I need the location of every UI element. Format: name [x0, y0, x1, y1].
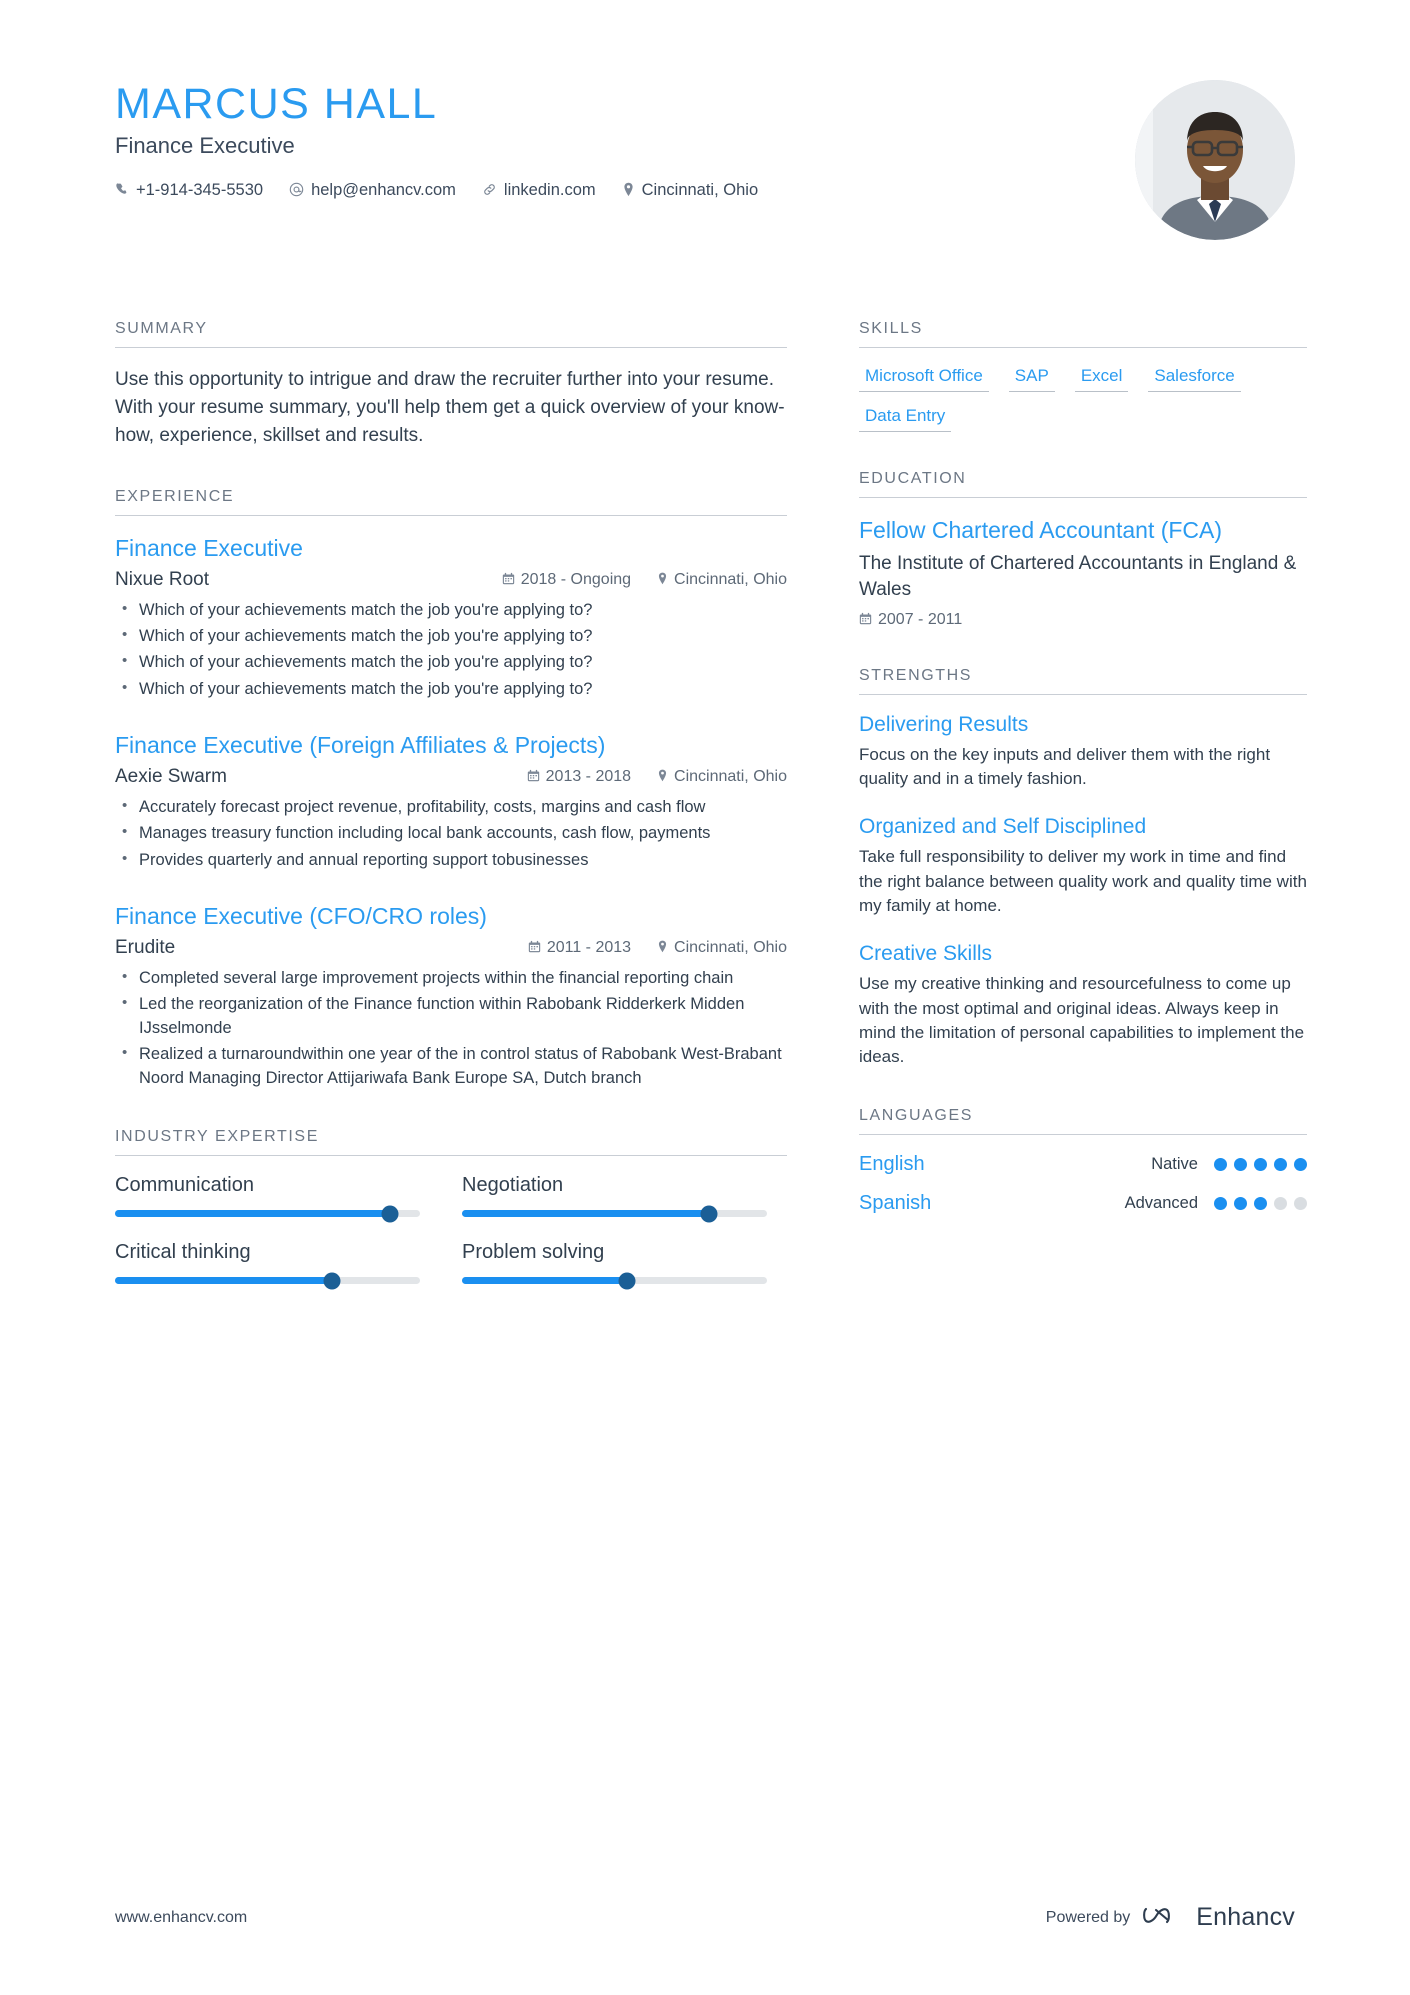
experience-dates-text: 2018 - Ongoing: [520, 570, 632, 588]
header-job-title: Finance Executive: [115, 133, 295, 159]
right-column: [859, 320, 1307, 1322]
strength-item: [859, 942, 1307, 1069]
section-strengths: [859, 667, 1307, 1070]
skill-meter-track[interactable]: [115, 1210, 420, 1217]
rating-dot: [1214, 1158, 1227, 1171]
skill-meter: [115, 1174, 420, 1217]
experience-heading: EXPERIENCE: [115, 488, 787, 516]
skill-meter-track[interactable]: [115, 1277, 420, 1284]
skill-meter: [462, 1174, 767, 1217]
contact-email-text: help@enhancv.com: [311, 181, 456, 200]
education-dates: [859, 611, 1307, 629]
rating-dot: [1294, 1158, 1307, 1171]
strengths-heading: STRENGTHS: [859, 667, 1307, 695]
language-level: Advanced: [1124, 1194, 1198, 1213]
skill-meter-fill: [462, 1277, 627, 1284]
language-item: [859, 1153, 1307, 1176]
left-column: [115, 320, 787, 1322]
contact-phone[interactable]: [115, 181, 263, 200]
experience-location: [657, 768, 787, 786]
page-footer: [115, 1902, 1295, 1933]
location-icon: [657, 572, 668, 588]
experience-bullets: [115, 599, 787, 702]
experience-meta: [115, 569, 787, 591]
experience-dates: [527, 768, 631, 786]
education-dates-text: 2007 - 2011: [878, 610, 963, 628]
summary-heading: SUMMARY: [115, 320, 787, 348]
strength-item: [859, 815, 1307, 918]
skill-tag[interactable]: Excel: [1075, 366, 1129, 392]
list-item: • Which of your achievements match the job you're applying to?: [137, 599, 787, 622]
experience-dates: [502, 571, 631, 589]
list-item: • Which of your achievements match the job you're applying to?: [137, 678, 787, 701]
skill-meter-label: Critical thinking: [115, 1241, 251, 1264]
skill-meter-fill: [115, 1210, 390, 1217]
section-industry-expertise: [115, 1128, 787, 1284]
industry-expertise-grid: [115, 1174, 787, 1284]
experience-location: [657, 939, 787, 957]
rating-dot: [1234, 1197, 1247, 1210]
resume-content: [115, 80, 1307, 1322]
skill-meter-label: Communication: [115, 1174, 254, 1197]
skill-tag[interactable]: Microsoft Office: [859, 366, 989, 392]
experience-item: [115, 902, 787, 1090]
contact-location[interactable]: [622, 181, 758, 200]
list-item: • Led the reorganization of the Finance function within Rabobank Ridderkerk Midden IJsselmonde: [137, 993, 787, 1040]
language-item: [859, 1192, 1307, 1215]
industry-expertise-heading: INDUSTRY EXPERTISE: [115, 1128, 787, 1156]
experience-meta: [115, 937, 787, 959]
experience-company: Nixue Root: [115, 568, 209, 590]
rating-dot: [1234, 1158, 1247, 1171]
contact-location-text: Cincinnati, Ohio: [641, 181, 759, 200]
experience-dates-text: 2013 - 2018: [545, 767, 632, 785]
skill-meter-knob[interactable]: [701, 1205, 718, 1222]
experience-item: [115, 731, 787, 872]
rating-dot: [1274, 1197, 1287, 1210]
education-item: [859, 516, 1307, 629]
contact-row: [115, 181, 1295, 200]
strength-title: Creative Skills: [859, 942, 993, 966]
resume-header: [115, 80, 1295, 260]
email-icon: [289, 182, 304, 200]
contact-phone-text: +1-914-345-5530: [136, 181, 264, 200]
skill-meter-fill: [115, 1277, 332, 1284]
strength-description: Focus on the key inputs and deliver them with the right quality and in a timely fashion.: [859, 744, 1271, 789]
section-education: [859, 470, 1307, 629]
experience-item: [115, 534, 787, 701]
education-school: The Institute of Chartered Accountants in England & Wales: [859, 553, 1297, 601]
contact-link[interactable]: [482, 181, 596, 200]
rating-dot: [1274, 1158, 1287, 1171]
education-degree: Fellow Chartered Accountant (FCA): [859, 517, 1223, 543]
skill-tag[interactable]: SAP: [1009, 366, 1055, 392]
education-heading: EDUCATION: [859, 470, 1307, 498]
language-rating: [1214, 1158, 1307, 1171]
skill-tag[interactable]: Salesforce: [1148, 366, 1240, 392]
rating-dot: [1214, 1197, 1227, 1210]
summary-text: Use this opportunity to intrigue and draw the recruiter further into your resume. With your resume summary, you'll help them get a quick overview of your know-how, experience, skillset and results.: [115, 369, 785, 446]
skill-meter-fill: [462, 1210, 709, 1217]
skill-meter-label: Problem solving: [462, 1241, 605, 1264]
rating-dot: [1254, 1197, 1267, 1210]
strength-item: [859, 713, 1307, 792]
footer-brand: [1046, 1902, 1295, 1933]
experience-meta: [115, 766, 787, 788]
language-name[interactable]: English: [859, 1153, 925, 1176]
avatar: [1135, 80, 1295, 240]
experience-dates: [528, 939, 631, 957]
list-item: • Realized a turnaroundwithin one year of the in control status of Rabobank West-Brabant Noord Managing Director Attijariwafa Bank Europe SA, Dutch branch: [137, 1043, 787, 1090]
location-icon: [622, 182, 635, 200]
list-item: • Provides quarterly and annual reporting support tobusinesses: [137, 849, 787, 872]
location-icon: [657, 769, 668, 785]
location-icon: [657, 940, 668, 956]
rating-dot: [1294, 1197, 1307, 1210]
strength-description: Take full responsibility to deliver my work in time and find the right balance between quality work and quality time with my family at home.: [859, 847, 1307, 915]
list-item: • Accurately forecast project revenue, profitability, costs, margins and cash flow: [137, 796, 787, 819]
experience-role: Finance Executive (CFO/CRO roles): [115, 903, 487, 930]
skill-meter-knob[interactable]: [323, 1272, 340, 1289]
page-title: MARCUS HALL: [115, 80, 438, 128]
skill-meter-track[interactable]: [462, 1210, 767, 1217]
skill-meter: [115, 1241, 420, 1284]
strength-description: Use my creative thinking and resourcefulness to come up with the most optimal and original ideas. Always keep in mind the limitation of personal capabilities to implement the ideas.: [859, 974, 1305, 1067]
skill-meter-knob[interactable]: [381, 1205, 398, 1222]
list-item: • Which of your achievements match the job you're applying to?: [137, 651, 787, 674]
enhancv-logo-icon: [1142, 1902, 1184, 1933]
strength-title: Organized and Self Disciplined: [859, 815, 1147, 839]
list-item: • Which of your achievements match the job you're applying to?: [137, 625, 787, 648]
section-languages: [859, 1107, 1307, 1215]
experience-dates-text: 2011 - 2013: [546, 938, 632, 956]
powered-by-label: Powered by: [1045, 1908, 1131, 1926]
language-name[interactable]: Spanish: [859, 1192, 932, 1215]
experience-bullets: [115, 967, 787, 1090]
experience-bullets: [115, 796, 787, 872]
section-summary: [115, 320, 787, 450]
strength-title: Delivering Results: [859, 712, 1029, 736]
calendar-icon: [502, 572, 515, 588]
skill-meter: [462, 1241, 767, 1284]
calendar-icon: [527, 769, 540, 785]
skill-meter-label: Negotiation: [462, 1174, 564, 1197]
skill-meter-knob[interactable]: [618, 1272, 635, 1289]
phone-icon: [115, 182, 129, 199]
columns: [115, 320, 1307, 1322]
skills-heading: SKILLS: [859, 320, 1307, 348]
experience-location-text: Cincinnati, Ohio: [674, 570, 787, 588]
experience-role: Finance Executive (Foreign Affiliates & Projects): [115, 732, 606, 759]
list-item: • Manages treasury function including local bank accounts, cash flow, payments: [137, 822, 787, 845]
skills-tags: [859, 366, 1307, 432]
link-icon: [482, 182, 497, 200]
experience-role: Finance Executive: [115, 534, 303, 561]
language-level: Native: [1151, 1155, 1198, 1174]
experience-location-text: Cincinnati, Ohio: [674, 938, 787, 956]
contact-link-text: linkedin.com: [503, 181, 596, 200]
brand-name: Enhancv: [1196, 1903, 1295, 1931]
section-experience: [115, 488, 787, 1090]
skill-tag[interactable]: Data Entry: [859, 406, 951, 432]
experience-location-text: Cincinnati, Ohio: [674, 767, 787, 785]
calendar-icon: [859, 612, 872, 628]
language-rating: [1214, 1197, 1307, 1210]
footer-url[interactable]: www.enhancv.com: [115, 1908, 248, 1926]
experience-company: Aexie Swarm: [115, 765, 227, 787]
experience-company: Erudite: [115, 936, 176, 958]
calendar-icon: [528, 940, 541, 956]
experience-location: [657, 571, 787, 589]
rating-dot: [1254, 1158, 1267, 1171]
skill-meter-track[interactable]: [462, 1277, 767, 1284]
languages-heading: LANGUAGES: [859, 1107, 1307, 1135]
section-skills: [859, 320, 1307, 432]
contact-email[interactable]: [289, 181, 456, 200]
list-item: • Completed several large improvement projects within the financial reporting chain: [137, 967, 787, 990]
